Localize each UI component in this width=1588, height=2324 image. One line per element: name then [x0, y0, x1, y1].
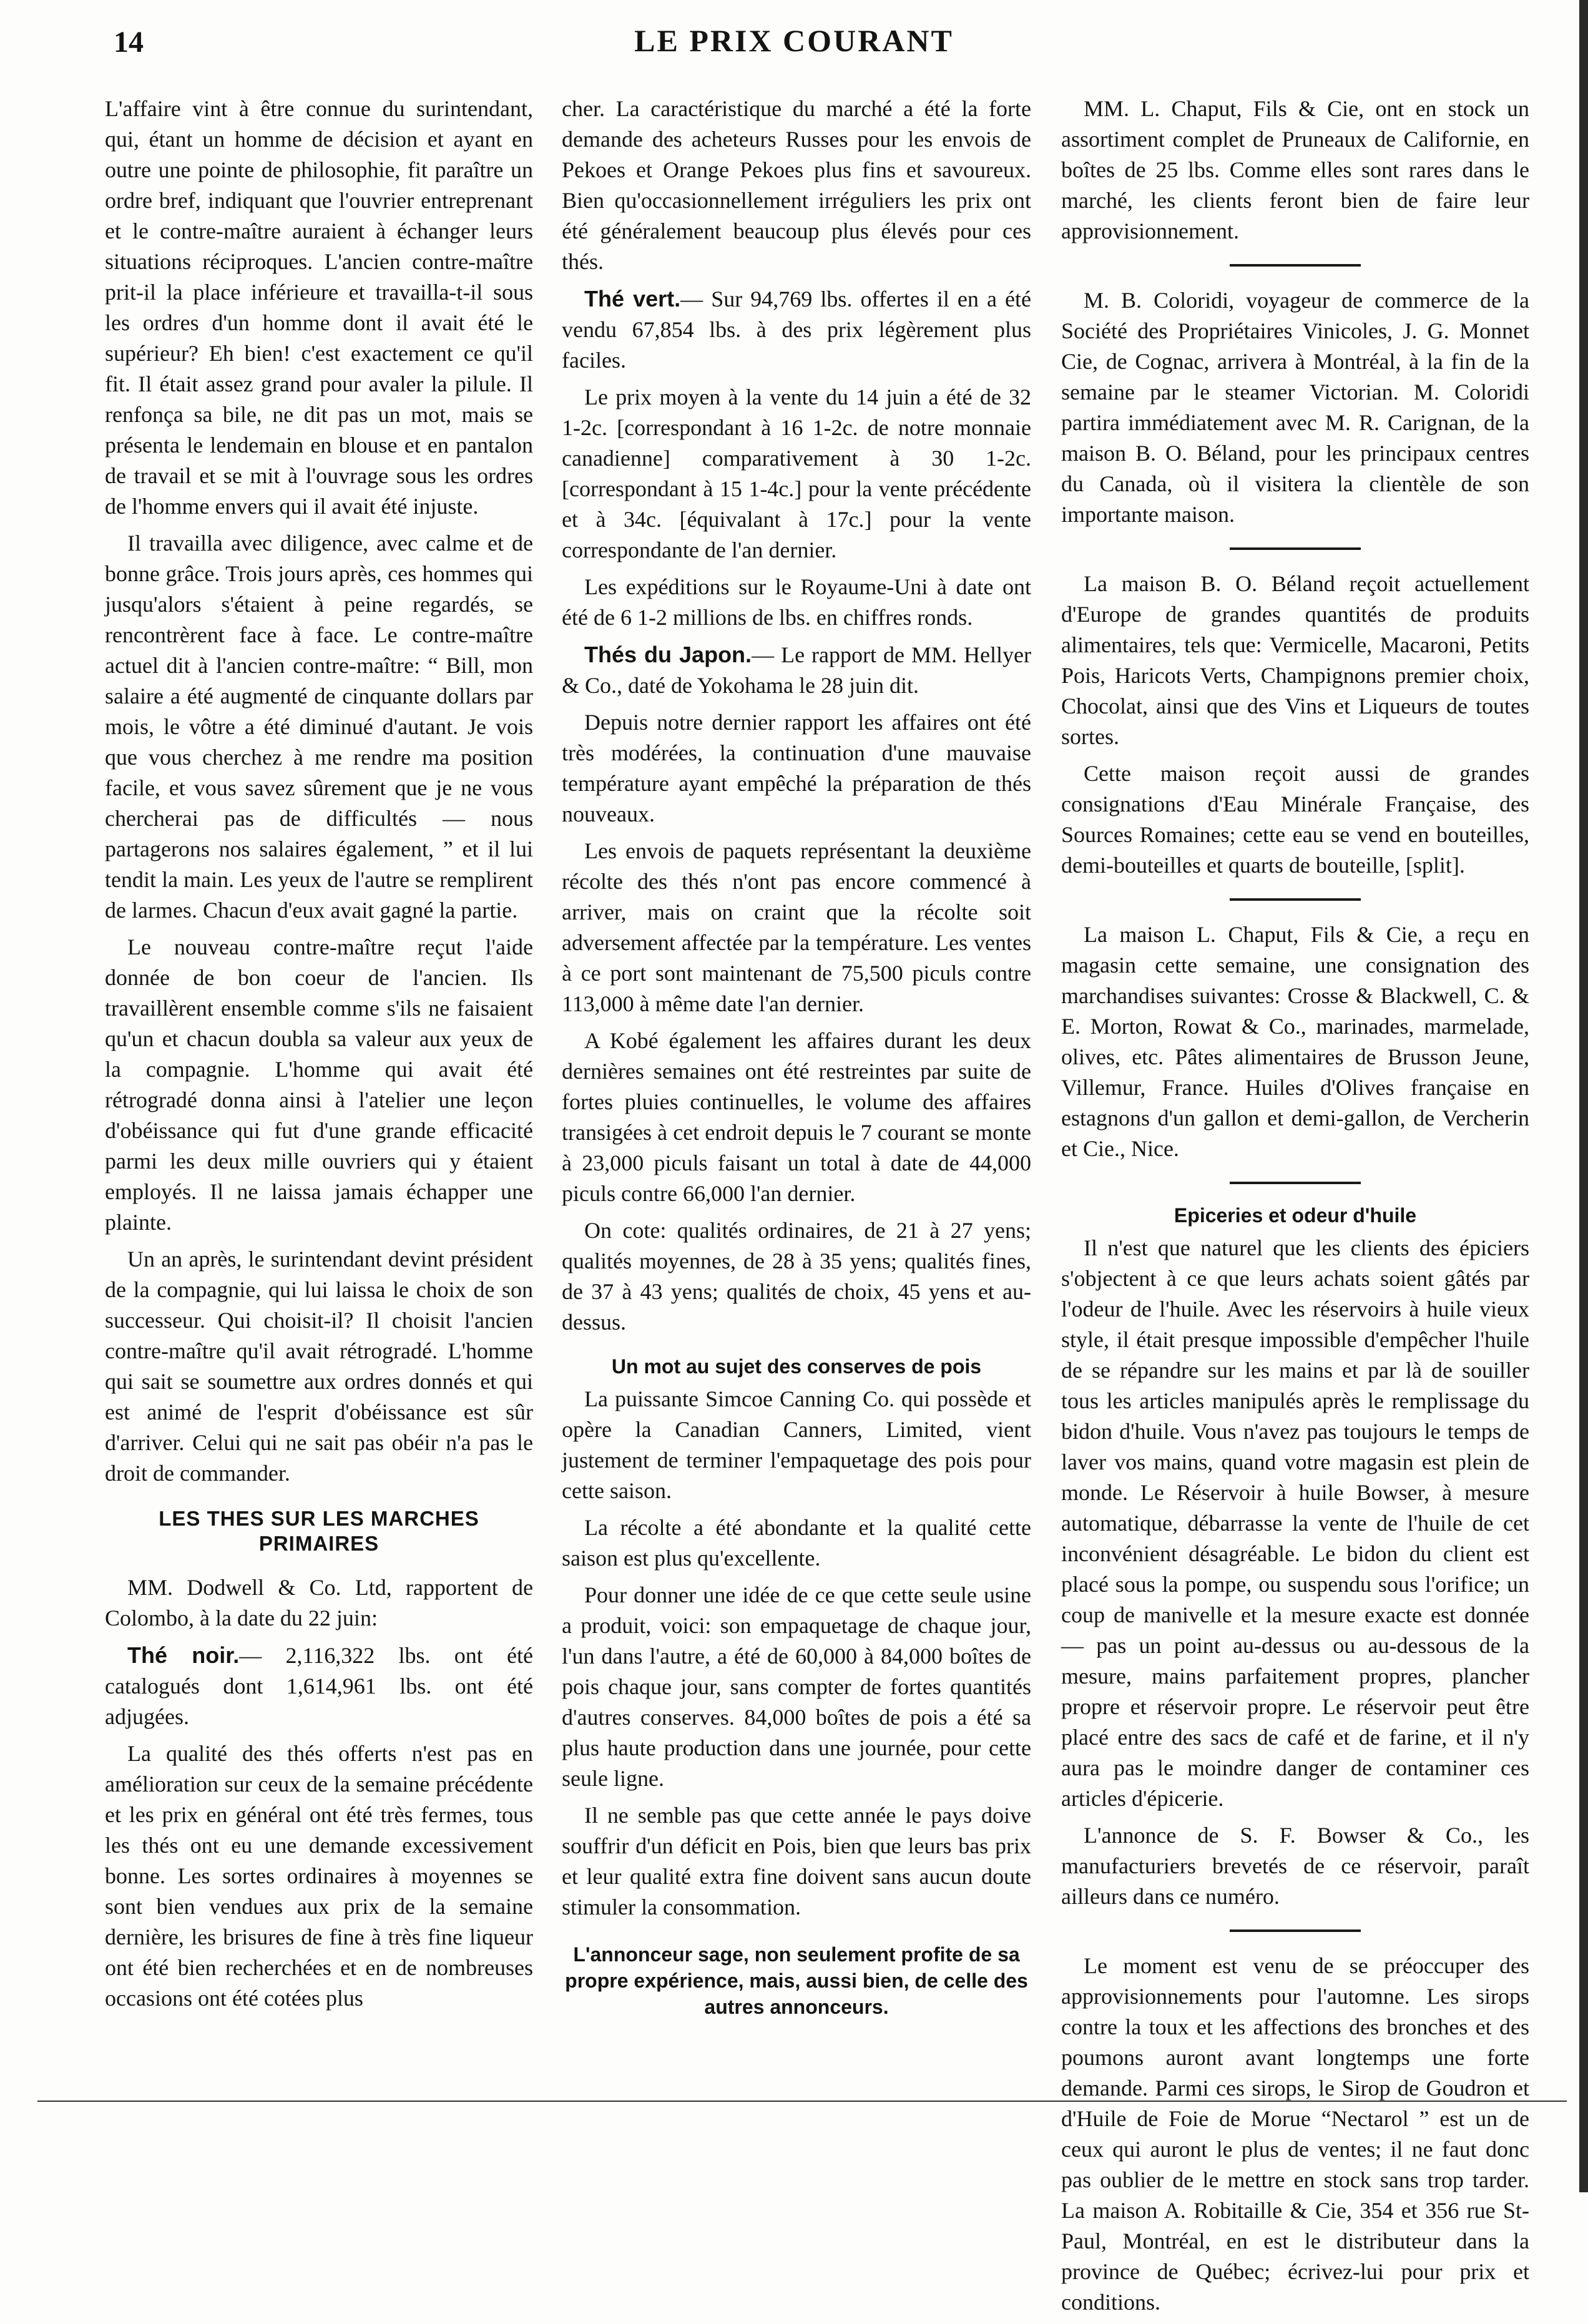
paragraph: MM. Dodwell & Co. Ltd, rapportent de Colombo, à la date du 22 juin: [105, 1575, 533, 1630]
divider [1230, 898, 1361, 901]
paragraph: La qualité des thés offerts n'est pas en amélioration sur ceux de la semaine précédente et les prix en général ont été très fermes, tous les thés ont eu une demande excessivement bonne. Les sortes ordinaires à moyennes se sont bien vendues aux prix de la semaine dernière, les brisures de fine à très fine liqueur ont été bien recherchées et en de nombreuses occasions ont été cotées plus [105, 1741, 533, 2011]
run-in-label: Thé vert. [584, 286, 681, 311]
paragraph: A Kobé également les affaires durant les deux dernières semaines ont été restreintes par suite de fortes pluies continuelles, le volume des affaires transigées à cet endroit depuis le 7 courant se monte à 23,000 piculs faisant un total à date de 44,000 piculs contre 66,000 l'an dernier. [562, 1028, 1031, 1206]
paragraph [562, 283, 1031, 376]
column-1 [105, 94, 533, 2020]
paragraph: La puissante Simcoe Canning Co. qui possède et opère la Canadian Canners, Limited, vient justement de terminer l'empaquetage des pois pour cette saison. [562, 1386, 1031, 1503]
paragraph-text: — Sur 94,769 lbs. offertes il en a été vendu 67,854 lbs. à des prix légèrement plus faciles. [562, 287, 1032, 373]
paragraph: Les envois de paquets représentant la deuxième récolte des thés n'ont pas encore commencé à arriver, mais on craint que la récolte soit adversement affectée par la température. Les ventes à ce port sont maintenant de 75,500 piculs contre 113,000 à même date l'an dernier. [562, 838, 1031, 1016]
divider [1230, 547, 1361, 550]
paragraph: Cette maison reçoit aussi de grandes consignations d'Eau Minérale Française, des Sources Romaines; cette eau se vend en bouteilles, demi-bouteilles et quarts de bouteille, [split]. [1061, 761, 1529, 878]
paragraph: Il travailla avec diligence, avec calme et de bonne grâce. Trois jours après, ces hommes qui jusqu'alors s'étaient à peine regardés, se rencontrèrent face à face. Le contre-maître actuel dit à l'ancien contre-maître: “ Bill, mon salaire a été augmenté de cinquante dollars par mois, le vôtre a été diminué d'autant. Je vois que vous cherchez à me rendre ma position facile, et vous savez sûrement que je ne vous chercherai pas de difficultés — nous partagerons nos salaires également, ” et il lui tendit la main. Les yeux de l'autre se remplirent de larmes. Chacun d'eux avait gagné la partie. [105, 531, 533, 923]
paragraph: On cote: qualités ordinaires, de 21 à 27 yens; qualités moyennes, de 28 à 35 yens; qualités fines, de 37 à 43 yens; qualités de choix, 45 yens et au-dessus. [562, 1218, 1031, 1335]
column-3 [1061, 94, 1529, 2324]
paragraph [105, 1640, 533, 1732]
run-in-label: Thé noir. [127, 1642, 240, 1668]
divider [1230, 1182, 1361, 1184]
masthead-title: LE PRIX COURANT [634, 23, 954, 58]
paragraph: Pour donner une idée de ce que cette seule usine a produit, voici: son empaquetage de chaque jour, l'un dans l'autre, a été de 60,000 à 84,000 boîtes de pois chaque jour, sans compter de fortes quantités d'autres conserves. 84,000 boîtes de pois a été sa plus haute production dans une journée, pour cette seule ligne. [562, 1582, 1031, 1791]
footer-rule [37, 2101, 1567, 2102]
run-in-label: Thés du Japon. [584, 642, 752, 667]
paragraph: Un an après, le surintendant devint président de la compagnie, qui lui laissa le choix de son successeur. Qui choisit-il? Il choisit l'ancien contre-maître qu'il avait rétrogradé. L'homme qui sait se soumettre aux ordres donnés et qui est animé de l'esprit d'obéissance est sûr d'arriver. Celui qui ne sait pas obéir n'a pas le droit de commander. [105, 1247, 533, 1486]
paragraph: La maison B. O. Béland reçoit actuellement d'Europe de grandes quantités de produits alimentaires, tels que: Vermicelle, Macaroni, Petits Pois, Haricots Verts, Champignons premier choix, Chocolat, ainsi que des Vins et Liqueurs de toutes sortes. [1061, 571, 1529, 749]
paragraph: Il n'est que naturel que les clients des épiciers s'objectent à ce que leurs achats soient gâtés par l'odeur de l'huile. Avec les réservoirs à huile vieux style, il était presque impossible d'empêcher l'huile de se répandre sur les mains et par là de souiller tous les articles manipulés après le remplissage du bidon d'huile. Vous n'avez pas toujours le temps de laver vos mains, quand votre magasin est plein de monde. Le Réservoir à huile Bowser, à mesure automatique, débarrasse la vente de l'huile de cet inconvénient désagréable. Le bidon du client est placé sous la pompe, ou suspendu sous l'orifice; un coup de manivelle et la mesure exacte est donnée — pas un point au-dessus ou au-dessous de la mesure, mains parfaitement propres, plancher propre et réservoir propre. Le réservoir peut être placé entre des sacs de café et de farine, et il n'y aura pas le moindre danger de contaminer ces articles d'épicerie. [1061, 1235, 1529, 1811]
paragraph-text: — 2,116,322 lbs. ont été catalogués dont 1,614,961 lbs. ont été adjugées. [105, 1643, 533, 1729]
page-header [0, 0, 1588, 75]
paragraph: Depuis notre dernier rapport les affaires ont été très modérées, la continuation d'une mauvaise température ayant empêché la préparation de thés nouveaux. [562, 710, 1031, 826]
paragraph: La récolte a été abondante et la qualité cette saison est plus qu'excellente. [562, 1515, 1031, 1571]
paragraph: cher. La caractéristique du marché a été la forte demande des acheteurs Russes pour les envois de Pekoes et Orange Pekoes plus fins et savoureux. Bien qu'occasionnellement irréguliers les prix ont été généralement beaucoup plus élevés pour ces thés. [562, 96, 1031, 274]
divider [1230, 1929, 1361, 1932]
paragraph: M. B. Coloridi, voyageur de commerce de la Société des Propriétaires Vinicoles, J. G. Monnet Cie, de Cognac, arrivera à Montréal, à la fin de la semaine par le steamer Victorian. M. Coloridi partira immédiatement avec M. R. Carignan, de la maison B. O. Béland, pour les principaux centres du Canada, où il visitera la clientèle de son importante maison. [1061, 288, 1529, 527]
paragraph: La maison L. Chaput, Fils & Cie, a reçu en magasin cette semaine, une consignation des marchandises suivantes: Crosse & Blackwell, C. & E. Morton, Rowat & Co., marinades, marmelade, olives, etc. Pâtes alimentaires de Brusson Jeune, Villemur, France. Huiles d'Olives française en estagnons d'un gallon et demi-gallon, de Vercherin et Cie., Nice. [1061, 922, 1529, 1161]
paragraph: MM. L. Chaput, Fils & Cie, ont en stock un assortiment complet de Pruneaux de Californie, en boîtes de 25 lbs. Comme elles sont rares dans le marché, les clients feront bien de faire leur approvisionnement. [1061, 96, 1529, 243]
paragraph: Le prix moyen à la vente du 14 juin a été de 32 1-2c. [correspondant à 16 1-2c. de notre monnaie canadienne] comparativement à 30 1-2c. [correspondant à 15 1-4c.] pour la vente précédente et à 34c. [équivalant à 17c.] pour la vente correspondante de l'an dernier. [562, 385, 1031, 562]
paragraph: L'annonce de S. F. Bowser & Co., les manufacturiers brevetés de ce réservoir, paraît ailleurs dans ce numéro. [1061, 1823, 1529, 1909]
scan-edge [1579, 0, 1588, 2192]
section-heading: LES THES SUR LES MARCHES PRIMAIRES [159, 1507, 479, 1555]
paragraph: Le nouveau contre-maître reçut l'aide donnée de bon coeur de l'ancien. Ils travaillèrent ensemble comme s'ils ne faisaient qu'un et chacun doubla sa valeur aux yeux de la compagnie. L'homme qui avait été rétrogradé donna ainsi à l'atelier une leçon d'obéissance qui fut d'une grande efficacité parmi les deux mille ouvriers qui y étaient employés. Il ne laissa jamais échapper une plainte. [105, 934, 533, 1235]
paragraph [562, 639, 1031, 701]
paragraph: Le moment est venu de se préoccuper des approvisionnements pour l'automne. Les sirops contre la toux et les affections des bronches et des poumons auront avant longtemps une forte demande. Parmi ces sirops, le Sirop de Goudron et d'Huile de Foie de Morue “Nectarol ” est un de ceux qui auront le plus de ventes; il ne faut donc pas oublier de le mettre en stock sans trop tarder. La maison A. Robitaille & Cie, 354 et 356 rue St-Paul, Montréal, en est le distributeur dans la province de Québec; écrivez-lui pour prix et conditions. [1061, 1953, 1529, 2315]
paragraph: L'affaire vint à être connue du surintendant, qui, étant un homme de décision et ayant en outre une pointe de philosophie, fit paraître un ordre bref, indiquant que l'ouvrier entreprenant et le contre-maître auraient à échanger leurs situations réciproques. L'ancien contre-maître prit-il la place inférieure et travailla-t-il sous les ordres d'un homme dont il avait été le supérieur? Eh bien! c'est exactement ce qu'il fit. Il était assez grand pour avaler la pilule. Il renfonça sa bile, ne dit pas un mot, mais se présenta le lendemain en blouse et en pantalon de travail et se mit à l'ouvrage sous les ordres de l'homme envers qui il avait été injuste. [105, 96, 533, 519]
section-heading: Epiceries et odeur d'huile [1174, 1204, 1417, 1227]
section-heading: Un mot au sujet des conserves de pois [611, 1355, 982, 1378]
paragraph: Les expéditions sur le Royaume-Uni à date ont été de 6 1-2 millions de lbs. en chiffres ronds. [562, 574, 1031, 630]
advert-note: L'annonceur sage, non seulement profite de sa propre expérience, mais, aussi bien, de celle des autres annonceurs. [565, 1943, 1028, 2018]
paragraph: Il ne semble pas que cette année le pays doive souffrir d'un déficit en Pois, bien que leurs bas prix et leur qualité extra fine doivent sans aucun doute stimuler la consommation. [562, 1803, 1031, 1920]
column-2 [562, 94, 1031, 2020]
divider [1230, 264, 1361, 267]
page-number: 14 [114, 26, 144, 59]
paragraph-text: — Le rapport de MM. Hellyer & Co., daté de Yokohama le 28 juin dit. [562, 642, 1032, 698]
